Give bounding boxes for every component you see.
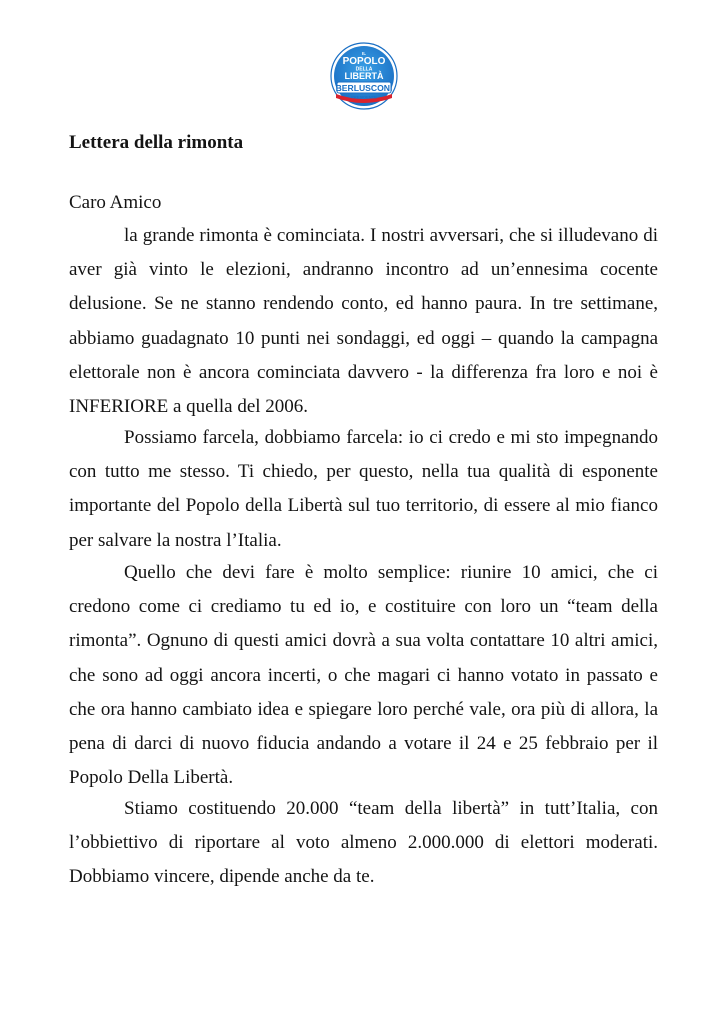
letter-paragraph-3: Quello che devi fare è molto semplice: riunire 10 amici, che ci credono come ci crediamo tu ed io, e costituire con loro un “team della rimonta”. Ognuno di questi amici dovrà a sua volta contattare 10 altri amici, che sono ad oggi ancora incerti, o che magari ci hanno votato in passato e che ora hanno cambiato idea e spiegare loro perché vale, ora più di allora, la pena di darci di nuovo fiducia andando a votare il 24 e 25 febbraio per il Popolo Della Libertà. (69, 562, 658, 789)
letter-title: Lettera della rimonta (69, 132, 244, 153)
party-logo-graphic (330, 42, 398, 110)
logo-text-popolo: POPOLO (342, 56, 386, 67)
logo-text-berlusconi: BERLUSCONI (335, 82, 393, 93)
party-logo (330, 42, 398, 110)
letter-salutation: Caro Amico (69, 192, 162, 213)
logo-text-della: DELLA (355, 66, 373, 73)
letter-paragraph-2: Possiamo farcela, dobbiamo farcela: io ci credo e mi sto impegnando con tutto me stesso. Ti chiedo, per questo, nella tua qualità di esponente importante del Popolo della Libertà sul tuo territorio, di essere al mio fianco per salvare la nostra l’Italia. (69, 427, 658, 551)
letter-paragraph-4: Stiamo costituendo 20.000 “team della libertà” in tutt’Italia, con l’obbiettivo di riportare al voto almeno 2.000.000 di elettori moderati. Dobbiamo vincere, dipende anche da te. (69, 798, 658, 888)
logo-text-presidente: PRESIDENTE (351, 94, 377, 100)
logo-text-liberta: LIBERTÀ (344, 71, 384, 81)
logo-text-il: IL (362, 51, 366, 56)
letter-paragraph-1: la grande rimonta è cominciata. I nostri avversari, che si illudevano di aver già vinto le elezioni, andranno incontro ad un’ennesima cocente delusione. Se ne stanno rendendo conto, ed hanno paura. In tre settimane, abbiamo guadagnato 10 punti nei sondaggi, ed oggi – quando la campagna elettorale non è ancora cominciata davvero - la differenza fra loro e noi è INFERIORE a quella del 2006. (69, 225, 658, 418)
